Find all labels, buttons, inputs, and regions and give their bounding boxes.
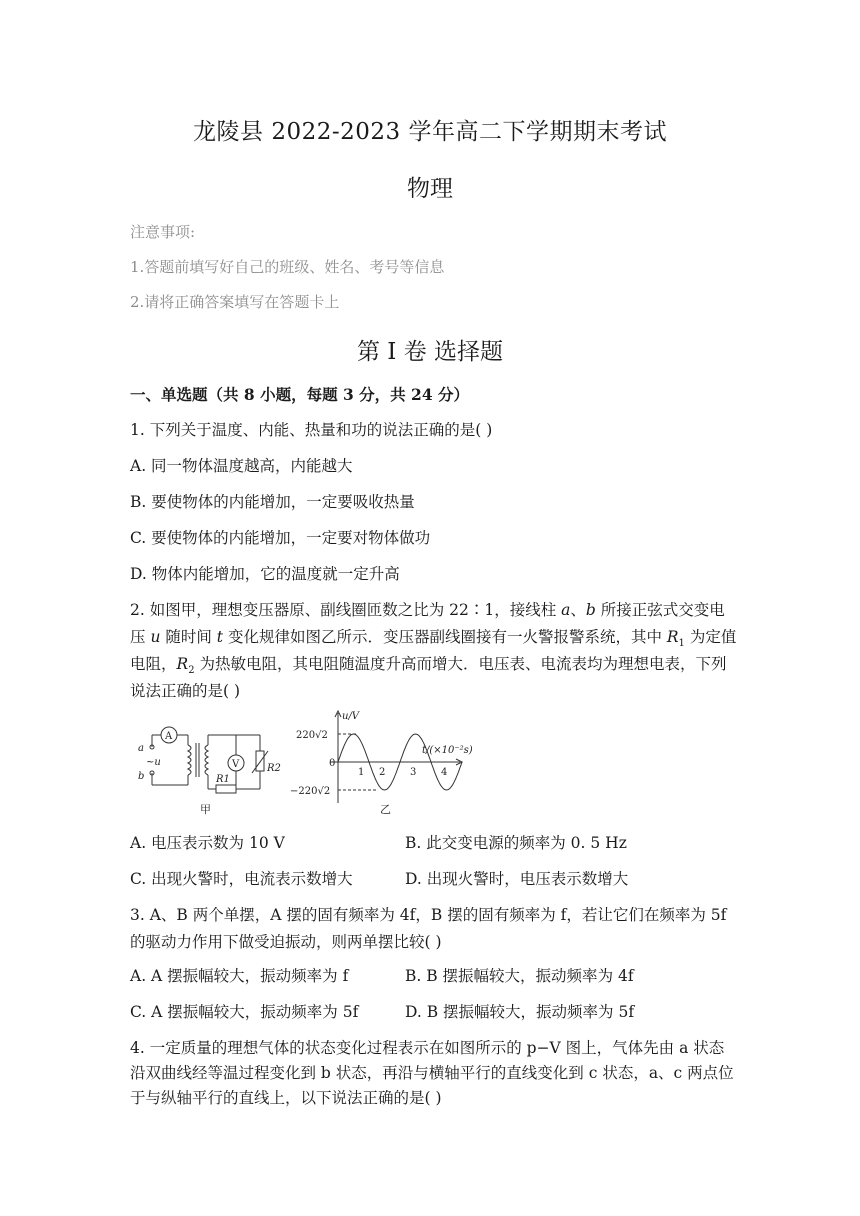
q3-option-b: B. B 摆振幅较大，振动频率为 4f: [405, 967, 634, 985]
resistor-r2: [256, 751, 264, 771]
q2-option-a: A. 电压表示数为 10 V: [130, 834, 285, 852]
q1-stem: 1. 下列关于温度、内能、热量和功的说法正确的是( ): [130, 421, 493, 439]
q2-stem-line3: 电阻，$R_2$ 为热敏电阻，其电阻随温度升高而增大．电压表、电流表均为理想电表，下列: [130, 655, 727, 677]
q1-option-d: D. 物体内能增加，它的温度就一定升高: [130, 565, 400, 583]
q4-stem-line1: 4. 一定质量的理想气体的状态变化过程表示在如图所示的 p−V 图上，气体先由 a 状态: [130, 1039, 725, 1057]
q2-stem-line2: 压 u 随时间 t 变化规律如图乙所示．变压器副线圈接有一火警报警系统，其中 $R_1$ 为定值: [130, 628, 737, 650]
t-axis-label: t/(×10⁻²s): [422, 745, 473, 756]
source-label: ~u: [146, 757, 161, 768]
q1-option-c: C. 要使物体的内能增加，一定要对物体做功: [130, 529, 431, 547]
notes-item-2: 2.请将正确答案填写在答题卡上: [130, 293, 340, 311]
tick-label-3: 3: [410, 767, 417, 778]
u-axis-label: u/V: [342, 711, 360, 722]
q2-stem-line4: 说法正确的是( ): [130, 682, 241, 700]
y-max-label: 220√2: [296, 730, 328, 741]
terminal-a-label: a: [138, 743, 144, 754]
exam-title: 龙陵县 2022-2023 学年高二下学期期末考试: [193, 119, 667, 145]
resistor-r1: [216, 785, 236, 793]
r2-label: R2: [267, 763, 281, 774]
origin-label: 0: [329, 758, 336, 769]
q3-option-d: D. B 摆振幅较大，振动频率为 5f: [405, 1003, 635, 1021]
q1-option-a: A. 同一物体温度越高，内能越大: [130, 457, 353, 475]
section-heading: 一、单选题（共 8 小题，每题 3 分，共 24 分）: [130, 385, 470, 404]
circuit-labels: [138, 731, 281, 816]
fig-label-jia: 甲: [200, 803, 211, 816]
q3-option-c: C. A 摆振幅较大，振动频率为 5f: [130, 1003, 359, 1021]
q4-stem-line2: 沿双曲线经等温过程变化到 b 状态，再沿与横轴平行的直线变化到 c 状态，a、c 两点位: [130, 1064, 734, 1082]
fig-label-yi: 乙: [380, 803, 391, 816]
notes-item-1: 1.答题前填写好自己的班级、姓名、考号等信息: [130, 258, 445, 276]
primary-coil: [188, 745, 191, 775]
q3-stem-line1: 3. A、B 两个单摆，A 摆的固有频率为 4f，B 摆的固有频率为 f，若让它们在频率为 5f: [130, 906, 727, 924]
y-min-label: −220√2: [290, 786, 331, 797]
q2-option-b: B. 此交变电源的频率为 0. 5 Hz: [405, 834, 627, 852]
q2-stem-line1: 2. 如图甲，理想变压器原、副线圈匝数之比为 22∶1，接线柱 a、b 所接正弦式交变电: [130, 601, 725, 619]
volume-title: 第 I 卷 选择题: [356, 339, 504, 365]
waveform-labels: [290, 711, 473, 816]
q2-figure: [130, 705, 510, 825]
tick-label-2: 2: [379, 767, 386, 778]
notes-heading: 注意事项:: [130, 223, 196, 241]
tick-label-4: 4: [441, 767, 448, 778]
q2-figure-svg: [130, 705, 510, 825]
waveform-graph: [330, 711, 462, 803]
voltmeter-label: V: [232, 759, 240, 770]
q2-option-c: C. 出现火警时，电流表示数增大: [130, 870, 353, 888]
terminal-b-label: b: [138, 771, 145, 782]
secondary-coil: [205, 745, 208, 775]
tick-label-1: 1: [358, 767, 365, 778]
r1-label: R1: [216, 774, 230, 785]
q3-stem-line2: 的驱动力作用下做受迫振动，则两单摆比较( ): [130, 933, 442, 951]
exam-subject: 物理: [407, 176, 453, 202]
ammeter-label: A: [165, 731, 173, 742]
q4-stem-line3: 于与纵轴平行的直线上，以下说法正确的是( ): [130, 1089, 442, 1107]
q2-option-d: D. 出现火警时，电压表示数增大: [405, 870, 629, 888]
q3-option-a: A. A 摆振幅较大，振动频率为 f: [130, 967, 349, 985]
q1-option-b: B. 要使物体的内能增加，一定要吸收热量: [130, 493, 415, 511]
